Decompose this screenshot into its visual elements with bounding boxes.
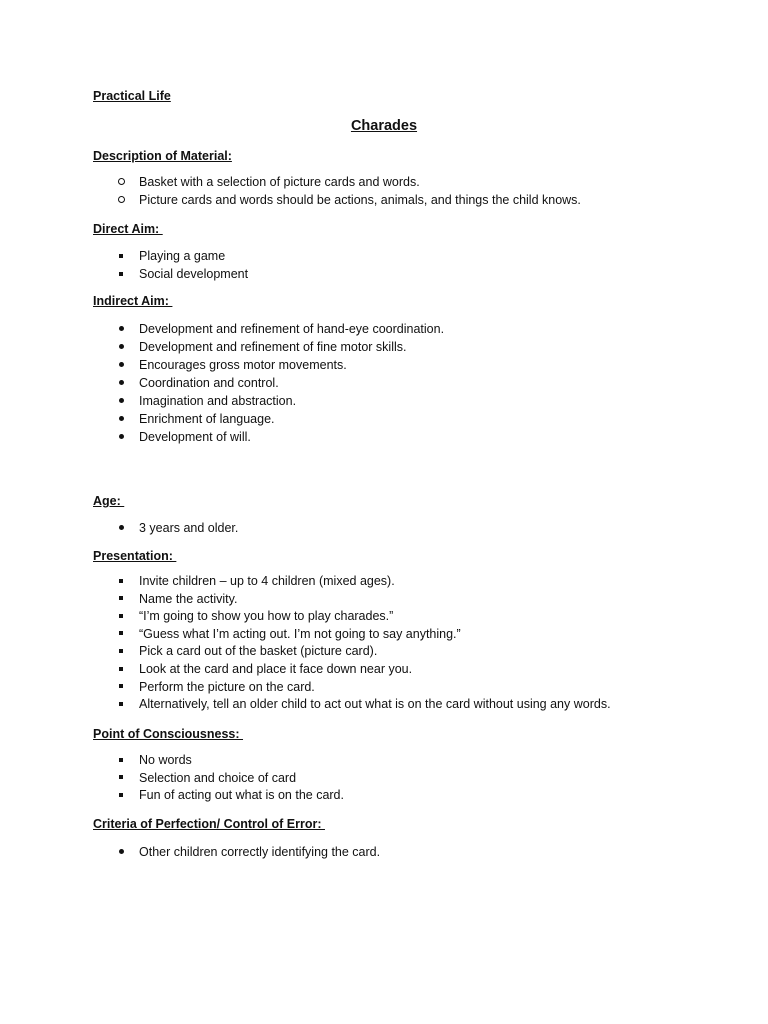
list-item [0,338,768,356]
list-item [0,626,768,644]
list-item-text: Invite children – up to 4 children (mixed ages). [139,574,395,588]
list-item [0,356,768,374]
disc-bullet-icon [116,428,126,446]
list-item [0,679,768,697]
square-bullet-icon [116,752,126,770]
age-list [0,519,768,537]
list-item-text: Imagination and abstraction. [139,394,297,408]
section-heading-criteria: Criteria of Perfection/ Control of Error: [93,817,325,831]
list-item-text: Look at the card and place it face down near you. [139,661,413,676]
category-label: Practical Life [93,89,171,103]
list-item [0,752,768,770]
list-item [0,392,768,410]
list-item-text: “Guess what I’m acting out. I’m not going to say anything.” [139,626,461,641]
section-heading-indirect-aim: Indirect Aim: [93,294,173,308]
list-item-text: Development and refinement of fine motor skills. [139,340,407,354]
list-item-text: 3 years and older. [139,521,239,535]
square-bullet-icon [116,661,126,679]
square-bullet-icon [116,679,126,697]
section-heading-description: Description of Material: [93,149,232,163]
list-item [0,787,768,805]
list-item-text: Encourages gross motor movements. [139,358,347,372]
list-item-text: “I’m going to show you how to play charades.” [139,609,394,624]
circle-bullet-icon [116,191,126,209]
square-bullet-icon [116,591,126,609]
list-item [0,661,768,679]
square-bullet-icon [116,573,126,591]
list-item-text: Development and refinement of hand-eye coordination. [139,322,445,336]
square-bullet-icon [116,608,126,626]
indirect-aim-list [0,320,768,446]
list-item [0,591,768,609]
list-item [0,320,768,338]
disc-bullet-icon [116,843,126,861]
circle-bullet-icon [116,173,126,191]
list-item [0,428,768,446]
square-bullet-icon [116,643,126,661]
disc-bullet-icon [116,320,126,338]
section-heading-direct-aim: Direct Aim: [93,222,163,236]
presentation-list [0,573,768,714]
list-item-text: Name the activity. [139,591,238,606]
list-item-text: Enrichment of language. [139,412,275,426]
list-item [0,696,768,714]
list-item-text: Perform the picture on the card. [139,679,315,694]
list-item-text: Selection and choice of card [139,770,297,785]
document-title: Charades [350,118,418,134]
list-item [0,265,768,283]
disc-bullet-icon [116,519,126,537]
list-item [0,191,768,209]
criteria-list [0,843,768,861]
list-item [0,519,768,537]
list-item-text: Basket with a selection of picture cards and words. [139,175,420,189]
square-bullet-icon [116,247,126,265]
list-item [0,573,768,591]
list-item [0,247,768,265]
list-item-text: Development of will. [139,430,251,444]
list-item-text: Social development [139,267,249,281]
square-bullet-icon [116,770,126,788]
disc-bullet-icon [116,374,126,392]
disc-bullet-icon [116,356,126,374]
square-bullet-icon [116,265,126,283]
square-bullet-icon [116,787,126,805]
section-heading-age: Age: [93,494,125,508]
list-item [0,770,768,788]
section-heading-point-of-consciousness: Point of Consciousness: [93,727,244,741]
list-item [0,173,768,191]
list-item-text: Pick a card out of the basket (picture card). [139,644,378,659]
disc-bullet-icon [116,392,126,410]
square-bullet-icon [116,696,126,714]
point-of-consciousness-list [0,752,768,805]
list-item-text: Coordination and control. [139,376,279,390]
list-item-text: Alternatively, tell an older child to act out what is on the card without using any words. [139,697,611,712]
list-item-text: Picture cards and words should be actions, animals, and things the child knows. [139,193,581,207]
direct-aim-list [0,247,768,283]
section-heading-presentation: Presentation: [93,549,177,563]
list-item-text: No words [139,753,192,767]
list-item-text: Other children correctly identifying the card. [139,845,381,859]
list-item [0,410,768,428]
list-item [0,608,768,626]
list-item [0,374,768,392]
description-list [0,173,768,209]
disc-bullet-icon [116,410,126,428]
list-item [0,643,768,661]
square-bullet-icon [116,626,126,644]
list-item [0,843,768,861]
list-item-text: Fun of acting out what is on the card. [139,788,344,803]
list-item-text: Playing a game [139,249,226,263]
disc-bullet-icon [116,338,126,356]
